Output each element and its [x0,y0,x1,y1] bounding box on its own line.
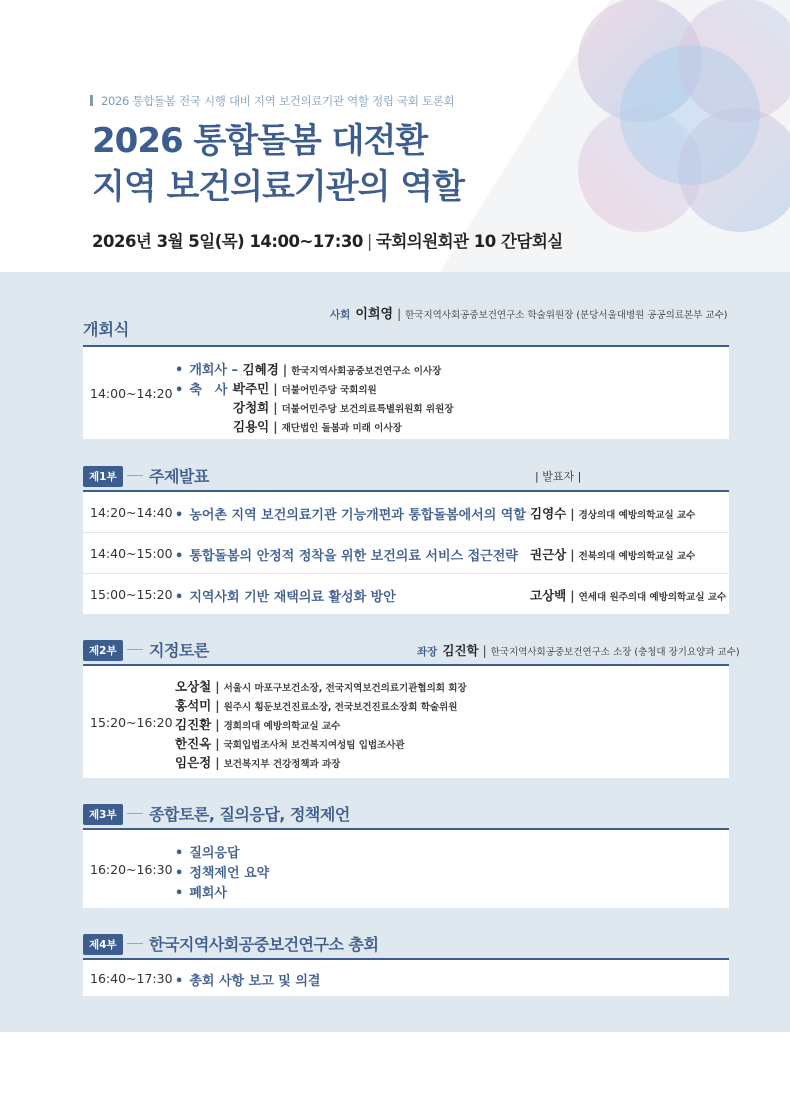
part2-box [83,666,729,778]
part1-badge: 제1부 [83,466,123,487]
event-subtitle: 2026 통합돌봄 전국 시행 대비 지역 보건의료기관 역할 정립 국회 토론회 [90,93,454,109]
part1-box [83,492,729,614]
decorative-petal-graphic [560,0,790,250]
part2-title: 지정토론 [149,641,209,660]
part3-title: 종합토론, 질의응답, 정책제언 [149,805,350,824]
panelist: 김진환 | 경희의대 예방의학교실 교수 [175,717,341,732]
congrats-speaker: 박주민 | 더불어민주당 국회의원 [233,381,377,396]
part4-time: 16:40~17:30 [90,971,173,986]
title-line-1: 2026 통합돌봄 대전환 [92,121,428,161]
congrats-speaker: 김용익 | 재단법인 돌봄과 미래 이사장 [233,419,402,434]
part4-title: 한국지역사회공중보건연구소 총회 [149,935,379,954]
part2-time: 15:20~16:20 [90,715,173,730]
chair-line: 좌장 김진학 | 한국지역사회공중보건연구소 소장 (충청대 장기요양과 교수) [417,643,740,658]
part1-title: 주제발표 [149,467,209,486]
part2-badge: 제2부 [83,640,123,661]
presenter-header: | 발표자 | [535,470,582,483]
header-section [0,0,790,272]
table-row: 15:00~15:20 • 지역사회 기반 재택의료 활성화 방안 고상백 | 연세대 원주의대 예방의학교실 교수 [90,587,727,605]
list-item: • 질의응답 [175,846,240,861]
part3-time: 16:20~16:30 [90,862,173,877]
table-row: 14:40~15:00 • 통합돌봄의 안정적 정착을 위한 보건의료 서비스 접근전략 권근상 | 전북의대 예방의학교실 교수 [90,546,696,564]
part4-badge: 제4부 [83,934,123,955]
event-venue: 국회의원회관 10 간담회실 [375,232,563,251]
list-item: • 폐회사 [175,886,227,901]
list-item: • 총회 사항 보고 및 의결 [175,974,321,989]
part3-badge: 제3부 [83,804,123,825]
opening-title: 개회식 [83,320,130,339]
footer-space [0,1032,790,1117]
panelist: 임은정 | 보건복지부 건강정책과 과장 [175,755,341,770]
part3-box [83,830,729,908]
panelist: 한진옥 | 국회입법조사처 보건복지여성팀 입법조사관 [175,736,405,751]
event-title [92,118,464,210]
moderator-line: 사회 이희영 | 한국지역사회공중보건연구소 학술위원장 (분당서울대병원 공공의료본부 교수) [330,307,728,322]
part4-header [83,932,729,954]
panelist: 오상철 | 서울시 마포구보건소장, 전국지역보건의료기관협의회 회장 [175,679,467,694]
panelist: 홍석미 | 원주시 횡둔보건진료소장, 전국보건진료소장회 학술위원 [175,698,458,713]
date-venue-line: 2026년 3월 5일(목) 14:00~17:30 | 국회의원회관 10 간담회실 [92,232,563,251]
opening-box [83,347,729,439]
part2-header [83,638,740,660]
congrats-label: • 축 사 – [175,383,239,398]
part4-box [83,960,729,996]
congrats-speaker: 강청희 | 더불어민주당 보건의료특별위원회 위원장 [233,400,454,415]
title-line-2: 지역 보건의료기관의 역할 [92,167,464,207]
table-row: 14:20~14:40 • 농어촌 지역 보건의료기관 기능개편과 통합돌봄에서의 역할 김영수 | 경상의대 예방의학교실 교수 [90,505,696,523]
part3-header [83,802,729,824]
opening-time: 14:00~14:20 [90,386,173,401]
list-item: • 정책제언 요약 [175,866,270,881]
part1-header [83,464,729,486]
welcome-line: • 개회사 – 김혜경 | 한국지역사회공중보건연구소 이사장 [175,362,442,378]
event-date: 2026년 3월 5일(목) 14:00~17:30 [92,232,363,251]
